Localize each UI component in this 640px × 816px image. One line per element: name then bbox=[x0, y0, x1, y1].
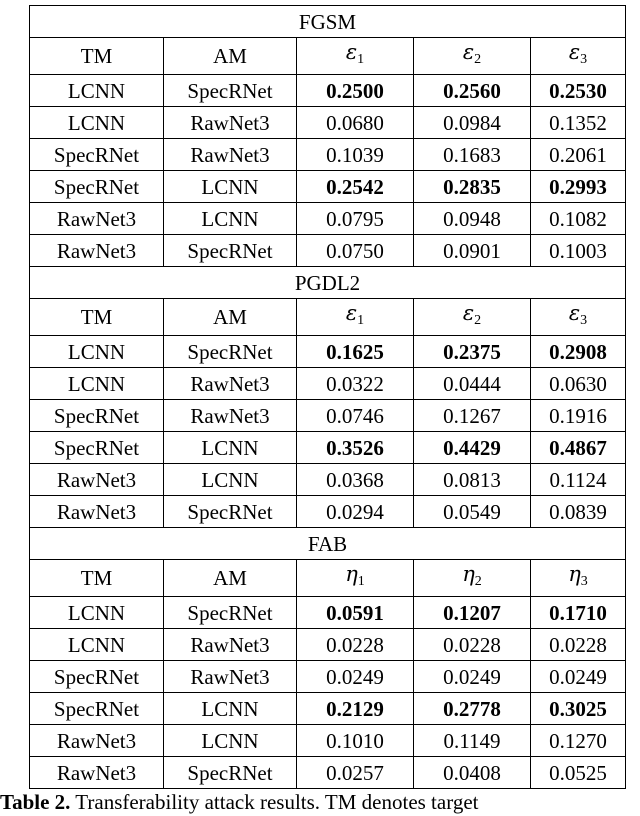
header-symbol: η bbox=[462, 562, 475, 586]
table-row bbox=[30, 203, 626, 235]
column-header bbox=[414, 299, 531, 336]
table-cell: LCNN bbox=[30, 629, 164, 661]
table-cell: SpecRNet bbox=[30, 661, 164, 693]
table-cell: 0.1710 bbox=[531, 597, 626, 629]
table-row bbox=[30, 171, 626, 203]
header-row bbox=[30, 38, 626, 75]
column-header bbox=[414, 560, 531, 597]
table-cell: 0.0750 bbox=[297, 235, 414, 267]
table-cell: LCNN bbox=[164, 432, 297, 464]
table-cell: 0.1082 bbox=[531, 203, 626, 235]
table-cell: RawNet3 bbox=[30, 464, 164, 496]
table-cell: SpecRNet bbox=[164, 496, 297, 528]
table-row bbox=[30, 432, 626, 464]
table-cell: 0.1207 bbox=[414, 597, 531, 629]
table-cell: RawNet3 bbox=[164, 139, 297, 171]
table-row bbox=[30, 368, 626, 400]
column-header: AM bbox=[164, 560, 297, 597]
table-cell: SpecRNet bbox=[164, 597, 297, 629]
table-cell: RawNet3 bbox=[30, 235, 164, 267]
table-cell: LCNN bbox=[30, 75, 164, 107]
table-cell: 0.0408 bbox=[414, 757, 531, 789]
header-symbol: η bbox=[568, 562, 581, 586]
table-cell: 0.0591 bbox=[297, 597, 414, 629]
column-header bbox=[531, 38, 626, 75]
table-cell: SpecRNet bbox=[164, 75, 297, 107]
table-row bbox=[30, 597, 626, 629]
table-cell: 0.1149 bbox=[414, 725, 531, 757]
column-header: TM bbox=[30, 299, 164, 336]
column-header bbox=[297, 299, 414, 336]
table-cell: 0.3025 bbox=[531, 693, 626, 725]
table-cell: RawNet3 bbox=[164, 400, 297, 432]
caption-text: Transferability attack results. TM denotes target bbox=[70, 790, 479, 814]
header-subscript: 1 bbox=[357, 574, 365, 589]
table-caption bbox=[0, 790, 479, 815]
caption-label: Table 2. bbox=[0, 790, 71, 814]
table-cell: 0.0813 bbox=[414, 464, 531, 496]
section-title-row bbox=[30, 6, 626, 38]
table-cell: RawNet3 bbox=[30, 203, 164, 235]
table-cell: LCNN bbox=[30, 368, 164, 400]
table-cell: SpecRNet bbox=[30, 432, 164, 464]
table-cell: SpecRNet bbox=[164, 757, 297, 789]
section-title-row bbox=[30, 528, 626, 560]
header-symbol: ε bbox=[462, 40, 475, 64]
header-symbol: ε bbox=[462, 301, 475, 325]
table-cell: 0.2129 bbox=[297, 693, 414, 725]
table-cell: SpecRNet bbox=[30, 693, 164, 725]
column-header: AM bbox=[164, 38, 297, 75]
table-cell: 0.2061 bbox=[531, 139, 626, 171]
section-title-row bbox=[30, 267, 626, 299]
column-header bbox=[531, 560, 626, 597]
table-cell: 0.2542 bbox=[297, 171, 414, 203]
table-cell: RawNet3 bbox=[30, 725, 164, 757]
table-cell: 0.1916 bbox=[531, 400, 626, 432]
header-subscript: 3 bbox=[580, 313, 588, 328]
table-cell: SpecRNet bbox=[164, 336, 297, 368]
column-header bbox=[297, 38, 414, 75]
table-cell: LCNN bbox=[30, 336, 164, 368]
table-cell: 0.4867 bbox=[531, 432, 626, 464]
column-header bbox=[531, 299, 626, 336]
table-cell: 0.1039 bbox=[297, 139, 414, 171]
section-title: FGSM bbox=[30, 6, 626, 38]
table-cell: 0.0228 bbox=[414, 629, 531, 661]
table-cell: 0.2778 bbox=[414, 693, 531, 725]
table-cell: 0.1270 bbox=[531, 725, 626, 757]
table-cell: 0.0322 bbox=[297, 368, 414, 400]
table-cell: 0.1683 bbox=[414, 139, 531, 171]
header-subscript: 2 bbox=[474, 52, 482, 67]
table-cell: 0.0680 bbox=[297, 107, 414, 139]
header-subscript: 1 bbox=[357, 52, 365, 67]
table-cell: SpecRNet bbox=[164, 235, 297, 267]
table-cell: 0.2560 bbox=[414, 75, 531, 107]
section-title: FAB bbox=[30, 528, 626, 560]
table-cell: LCNN bbox=[30, 597, 164, 629]
table-row bbox=[30, 725, 626, 757]
table-cell: 0.0630 bbox=[531, 368, 626, 400]
header-symbol: ε bbox=[345, 301, 358, 325]
table-cell: SpecRNet bbox=[30, 171, 164, 203]
table-cell: 0.0984 bbox=[414, 107, 531, 139]
table-row bbox=[30, 235, 626, 267]
table-cell: LCNN bbox=[164, 203, 297, 235]
table-cell: 0.3526 bbox=[297, 432, 414, 464]
table-cell: SpecRNet bbox=[30, 400, 164, 432]
header-subscript: 2 bbox=[474, 313, 482, 328]
table-cell: RawNet3 bbox=[164, 107, 297, 139]
table-cell: 0.1267 bbox=[414, 400, 531, 432]
table-row bbox=[30, 107, 626, 139]
table-cell: RawNet3 bbox=[164, 661, 297, 693]
table-row bbox=[30, 139, 626, 171]
results-table-body bbox=[30, 6, 626, 789]
table-cell: 0.0249 bbox=[531, 661, 626, 693]
table-row bbox=[30, 629, 626, 661]
table-cell: 0.1124 bbox=[531, 464, 626, 496]
table-cell: 0.0294 bbox=[297, 496, 414, 528]
header-symbol: ε bbox=[345, 40, 358, 64]
table-cell: 0.0249 bbox=[297, 661, 414, 693]
table-cell: 0.2530 bbox=[531, 75, 626, 107]
table-cell: 0.0368 bbox=[297, 464, 414, 496]
table-cell: SpecRNet bbox=[30, 139, 164, 171]
table-cell: LCNN bbox=[164, 171, 297, 203]
table-row bbox=[30, 496, 626, 528]
table-row bbox=[30, 75, 626, 107]
column-header: AM bbox=[164, 299, 297, 336]
header-subscript: 3 bbox=[580, 574, 588, 589]
table-row bbox=[30, 693, 626, 725]
table-cell: 0.2993 bbox=[531, 171, 626, 203]
table-cell: 0.1010 bbox=[297, 725, 414, 757]
table-cell: 0.0549 bbox=[414, 496, 531, 528]
section-title: PGDL2 bbox=[30, 267, 626, 299]
column-header bbox=[297, 560, 414, 597]
header-subscript: 1 bbox=[357, 313, 365, 328]
table-cell: 0.0525 bbox=[531, 757, 626, 789]
table-cell: LCNN bbox=[164, 693, 297, 725]
table-cell: LCNN bbox=[164, 464, 297, 496]
table-cell: 0.4429 bbox=[414, 432, 531, 464]
header-symbol: ε bbox=[568, 40, 581, 64]
table-cell: 0.0257 bbox=[297, 757, 414, 789]
table-cell: 0.2835 bbox=[414, 171, 531, 203]
table-cell: 0.0228 bbox=[531, 629, 626, 661]
table-row bbox=[30, 400, 626, 432]
table-cell: LCNN bbox=[164, 725, 297, 757]
table-cell: 0.1625 bbox=[297, 336, 414, 368]
table-cell: 0.0948 bbox=[414, 203, 531, 235]
header-symbol: ε bbox=[568, 301, 581, 325]
header-row bbox=[30, 560, 626, 597]
table-row bbox=[30, 336, 626, 368]
table-cell: LCNN bbox=[30, 107, 164, 139]
table-row bbox=[30, 661, 626, 693]
table-row bbox=[30, 757, 626, 789]
table-cell: RawNet3 bbox=[164, 368, 297, 400]
table-cell: 0.0228 bbox=[297, 629, 414, 661]
header-subscript: 3 bbox=[580, 52, 588, 67]
table-cell: RawNet3 bbox=[30, 496, 164, 528]
table-cell: RawNet3 bbox=[164, 629, 297, 661]
table-cell: 0.0795 bbox=[297, 203, 414, 235]
table-cell: 0.0746 bbox=[297, 400, 414, 432]
column-header: TM bbox=[30, 560, 164, 597]
column-header: TM bbox=[30, 38, 164, 75]
table-cell: 0.1352 bbox=[531, 107, 626, 139]
table-cell: 0.2500 bbox=[297, 75, 414, 107]
column-header bbox=[414, 38, 531, 75]
table-cell: 0.2908 bbox=[531, 336, 626, 368]
results-table bbox=[29, 5, 626, 789]
header-subscript: 2 bbox=[474, 574, 482, 589]
table-cell: 0.2375 bbox=[414, 336, 531, 368]
table-cell: 0.1003 bbox=[531, 235, 626, 267]
table-cell: 0.0444 bbox=[414, 368, 531, 400]
table-row bbox=[30, 464, 626, 496]
header-symbol: η bbox=[345, 562, 358, 586]
header-row bbox=[30, 299, 626, 336]
table-cell: 0.0839 bbox=[531, 496, 626, 528]
table-cell: RawNet3 bbox=[30, 757, 164, 789]
table-cell: 0.0249 bbox=[414, 661, 531, 693]
table-cell: 0.0901 bbox=[414, 235, 531, 267]
